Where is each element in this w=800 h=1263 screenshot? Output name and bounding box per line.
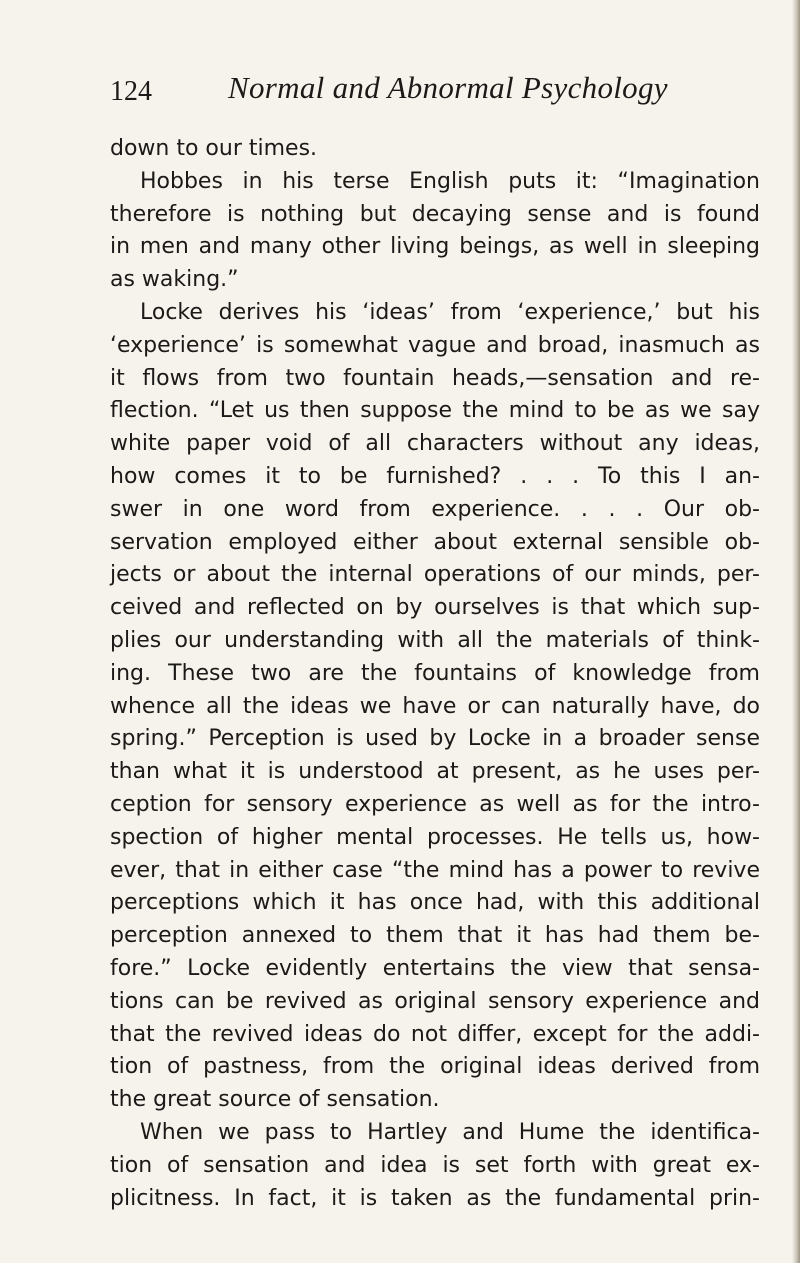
text-line: Locke derives his ‘ideas’ from ‘experience,’ but his [140,299,760,325]
text-line: flection. “Let us then suppose the mind to be as we say [110,398,760,424]
running-title: Normal and Abnormal Psychology [228,70,668,105]
text-line: fore.” Locke evidently entertains the view that sensa- [110,955,760,981]
text-line: perception annexed to them that it has had them be- [110,923,760,949]
text-line: how comes it to be furnished? . . . To this I an- [110,463,760,489]
text-line: spection of higher mental processes. He tells us, how- [110,824,760,850]
text-line: whence all the ideas we have or can naturally have, do [110,693,760,719]
text-line: tions can be revived as original sensory experience and [110,988,760,1014]
text-line: in men and many other living beings, as well in sleeping [110,234,760,260]
text-line: it flows from two fountain heads,—sensation and re- [110,365,760,391]
text-line: perceptions which it has once had, with this additional [110,890,760,916]
text-line: tion of sensation and idea is set forth with great ex- [110,1152,760,1178]
text-line: than what it is understood at present, as he uses per- [110,759,760,785]
text-line: servation employed either about external sensible ob- [110,529,760,555]
text-line: ception for sensory experience as well as for the intro- [110,791,760,817]
text-line: swer in one word from experience. . . . Our ob- [110,496,760,522]
text-line: tion of pastness, from the original ideas derived from [110,1054,760,1080]
text-line: jects or about the internal operations of our minds, per- [110,562,760,588]
body-text [110,133,760,1215]
text-line: plies our understanding with all the materials of think- [110,627,760,653]
text-line: as waking.” [110,267,239,293]
page-number: 124 [110,76,152,107]
text-line: the great source of sensation. [110,1087,440,1113]
text-line: therefore is nothing but decaying sense and is found [110,201,760,227]
text-line: plicitness. In fact, it is taken as the fundamental prin- [110,1185,760,1211]
text-line: spring.” Perception is used by Locke in a broader sense [110,726,760,752]
text-line: When we pass to Hartley and Hume the identifica- [140,1119,760,1145]
text-line: ing. These two are the fountains of knowledge from [110,660,760,686]
text-line: ceived and reflected on by ourselves is that which sup- [110,595,760,621]
text-line: ‘experience’ is somewhat vague and broad, inasmuch as [110,332,760,358]
text-line: Hobbes in his terse English puts it: “Imagination [140,168,760,194]
page-edge-shadow [792,0,800,1263]
text-line: that the revived ideas do not differ, except for the addi- [110,1021,760,1047]
text-line: ever, that in either case “the mind has a power to revive [110,857,760,883]
text-line: down to our times. [110,136,318,161]
text-line: white paper void of all characters without any ideas, [110,431,760,457]
running-header [110,70,700,110]
